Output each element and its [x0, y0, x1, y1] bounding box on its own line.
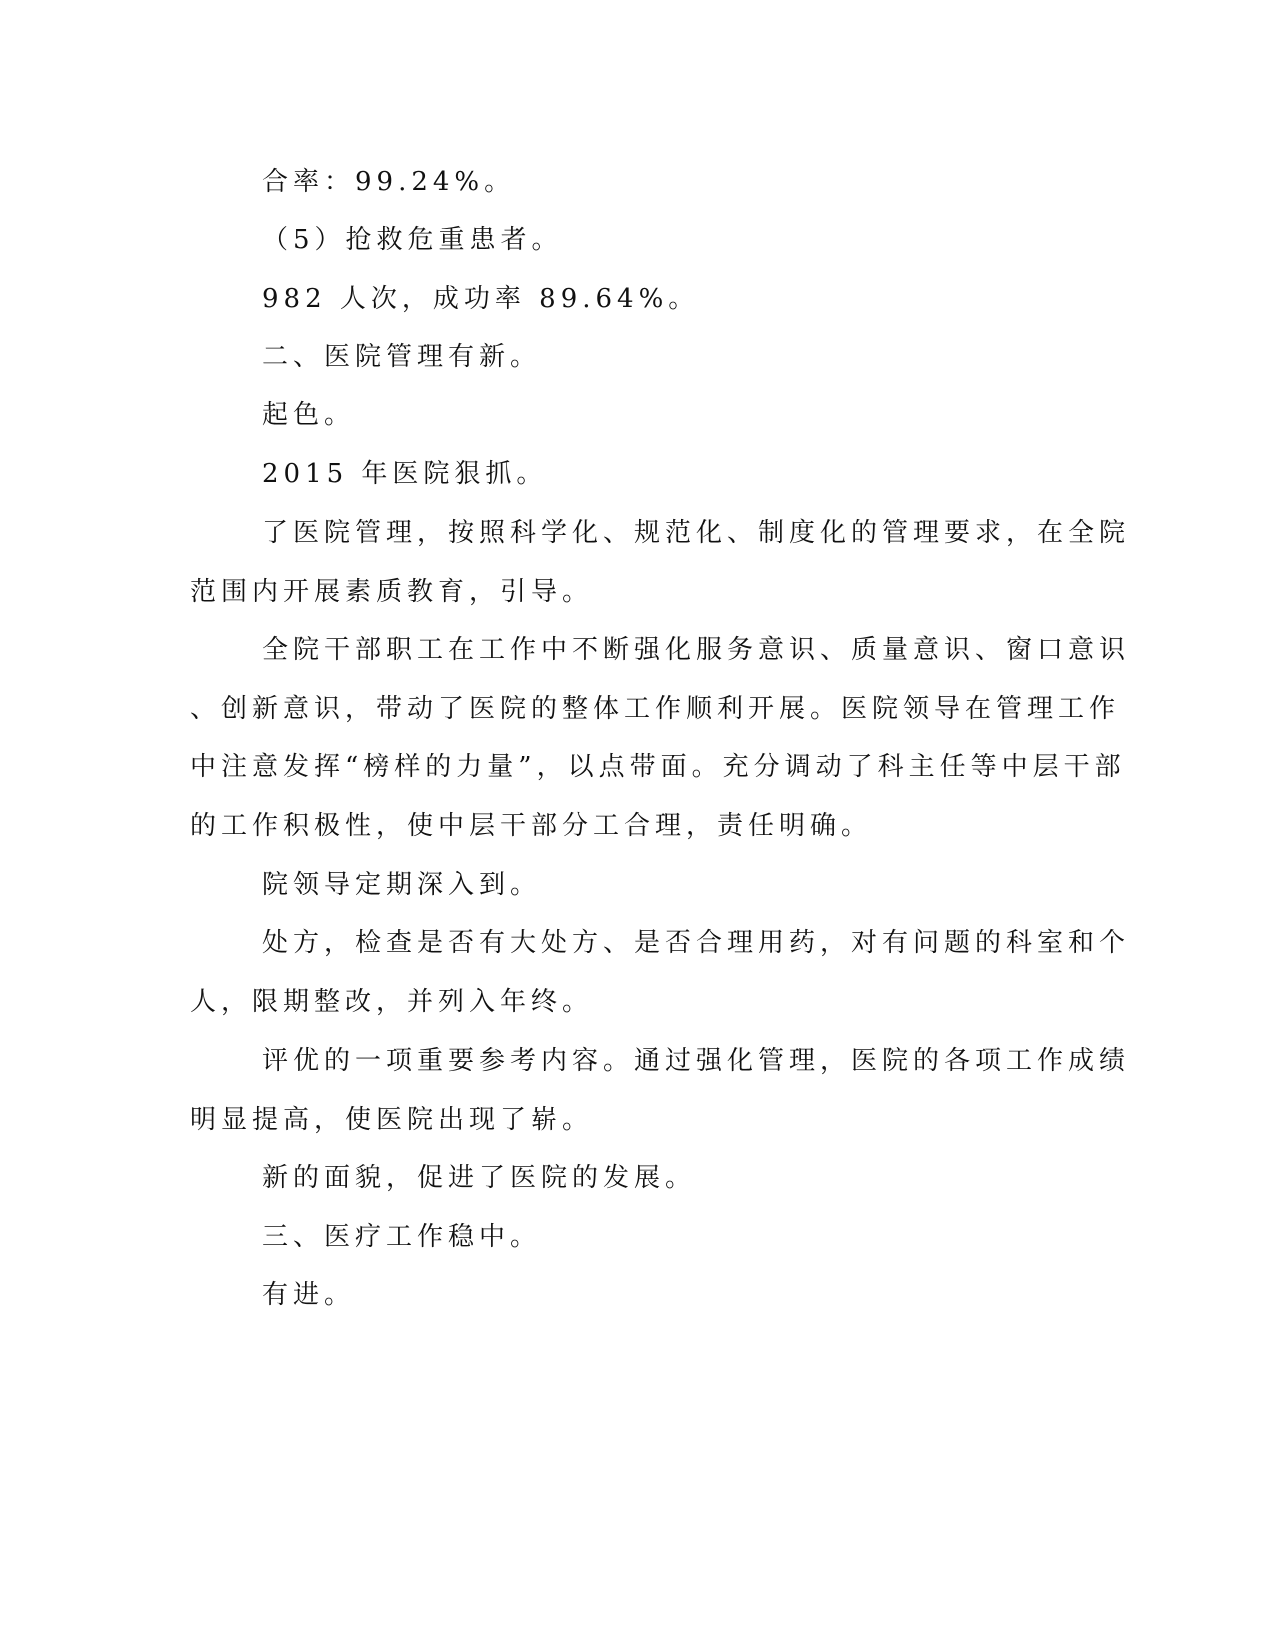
text-line: 合率：99.24%。 [262, 167, 516, 197]
text-line: 、创新意识，带动了医院的整体工作顺利开展。医院领导在管理工作 [190, 694, 1121, 724]
section-heading: 二、医院管理有新。 [262, 342, 542, 372]
text-line: 了医院管理，按照科学化、规范化、制度化的管理要求，在全院 [262, 518, 1131, 548]
text-line: 处方，检查是否有大处方、是否合理用药，对有问题的科室和个 [262, 928, 1131, 958]
text-line: 范围内开展素质教育，引导。 [190, 577, 594, 607]
section-heading: 三、医疗工作稳中。 [262, 1222, 542, 1252]
text-line: 全院干部职工在工作中不断强化服务意识、质量意识、窗口意识 [262, 635, 1131, 665]
text-line: 中注意发挥“榜样的力量”，以点带面。充分调动了科主任等中层干部 [190, 752, 1126, 782]
text-line: 的工作积极性，使中层干部分工合理，责任明确。 [190, 811, 873, 841]
text-line: 院领导定期深入到。 [262, 870, 542, 900]
text-line: 982 人次，成功率 89.64%。 [262, 284, 700, 314]
text-line: 人，限期整改，并列入年终。 [190, 987, 594, 1017]
text-line: 起色。 [262, 400, 356, 430]
text-line: 有进。 [262, 1280, 356, 1310]
text-line: 2015 年医院狠抓。 [262, 459, 548, 489]
text-line: 评优的一项重要参考内容。通过强化管理，医院的各项工作成绩 [262, 1046, 1131, 1076]
text-line: 新的面貌，促进了医院的发展。 [262, 1163, 697, 1193]
text-line: （5）抢救危重患者。 [262, 225, 563, 255]
text-line: 明显提高，使医院出现了崭。 [190, 1105, 594, 1135]
